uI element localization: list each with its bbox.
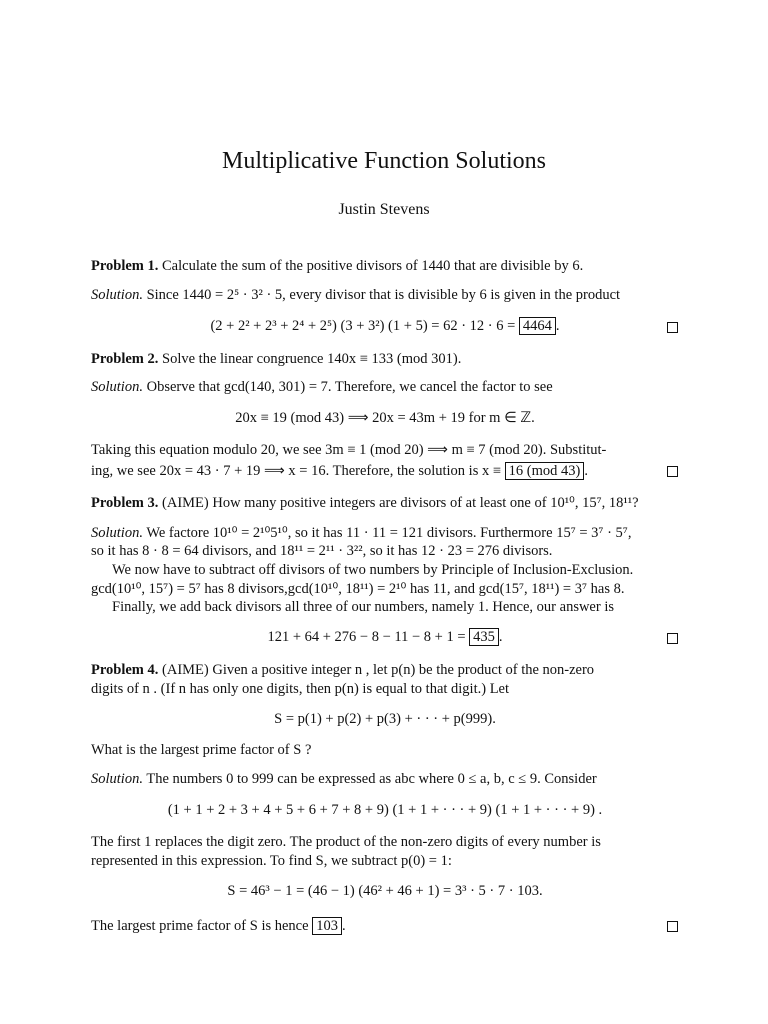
qed-icon [667, 322, 678, 333]
text: The largest prime factor of S is hence [91, 918, 309, 934]
qed-icon [667, 921, 678, 932]
problem-2-line-2: ing, we see 20x = 43 · 7 + 19 ⟹ x = 16. Therefore, the solution is x ≡ 16 (mod 43) . [91, 463, 588, 479]
problem-4-equation-1: S = p(1) + p(2) + p(3) + · · · + p(999). [274, 711, 496, 727]
equation-text: 121 + 64 + 276 − 8 − 11 − 8 + 1 = [267, 629, 466, 645]
answer-box: 16 (mod 43) [505, 462, 585, 480]
solution-label: Solution. [91, 525, 143, 541]
problem-4-equation-3: S = 46³ − 1 = (46 − 1) (46² + 46 + 1) = 3³ · 5 · 7 · 103. [227, 883, 543, 899]
problem-1-label: Problem 1. [91, 258, 159, 274]
problem-1-solution-text: Since 1440 = 2⁵ · 3² · 5, every divisor that is divisible by 6 is given in the product [146, 287, 621, 303]
problem-4-question: What is the largest prime factor of S ? [91, 742, 312, 758]
problem-3-solution-line-3: We now have to subtract off divisors of two numbers by Principle of Inclusion-Exclusion. [112, 562, 634, 578]
problem-4-equation-2: (1 + 1 + 2 + 3 + 4 + 5 + 6 + 7 + 8 + 9) (1 + 1 + · · · + 9) (1 + 1 + · · · + 9) . [167, 802, 603, 818]
problem-2-label: Problem 2. [91, 351, 159, 367]
answer-box: 4464 [519, 317, 556, 335]
problem-3-equation: 121 + 64 + 276 − 8 − 11 − 8 + 1 = 435 . [267, 629, 503, 645]
author-name: Justin Stevens [338, 201, 430, 218]
problem-4-line-1: The first 1 replaces the digit zero. The product of the non-zero digits of every number is [91, 834, 601, 850]
problem-2-equation: 20x ≡ 19 (mod 43) ⟹ 20x = 43m + 19 for m ∈ ℤ. [235, 410, 535, 426]
text: We factore 10¹⁰ = 2¹⁰5¹⁰, so it has 11 · 11 = 121 divisors. Furthermore 15⁷ = 3⁷ · 5⁷, [146, 525, 632, 541]
problem-3-solution-line-2: so it has 8 · 8 = 64 divisors, and 18¹¹ = 2¹¹ · 3²², so it has 12 · 23 = 276 divisors. [91, 543, 553, 559]
problem-2-solution-text: Observe that gcd(140, 301) = 7. Therefore, we cancel the factor to see [146, 379, 553, 395]
document-title: Multiplicative Function Solutions [222, 148, 546, 174]
answer-box: 435 [469, 628, 499, 646]
solution-label: Solution. [91, 287, 143, 303]
problem-2-line-1: Taking this equation modulo 20, we see 3m ≡ 1 (mod 20) ⟹ m ≡ 7 (mod 20). Substitut- [91, 442, 607, 458]
problem-2-solution [91, 378, 679, 396]
problem-3-solution-line-4: gcd(10¹⁰, 15⁷) = 5⁷ has 8 divisors,gcd(10¹⁰, 18¹¹) = 2¹⁰ has 11, and gcd(15⁷, 18¹¹) = 3⁷ has 8. [91, 581, 625, 597]
problem-4-conclusion: The largest prime factor of S is hence 103 . [91, 918, 346, 934]
qed-icon [667, 633, 678, 644]
problem-3-text: (AIME) How many positive integers are divisors of at least one of 10¹⁰, 15⁷, 18¹¹? [162, 495, 639, 511]
problem-3-solution-line-1 [91, 524, 679, 542]
problem-3-solution-line-5: Finally, we add back divisors all three of our numbers, namely 1. Hence, our answer is [112, 599, 614, 615]
solution-label: Solution. [91, 771, 143, 787]
solution-label: Solution. [91, 379, 143, 395]
problem-1-solution [91, 286, 679, 304]
problem-3-label: Problem 3. [91, 495, 159, 511]
problem-2-statement [91, 350, 679, 368]
problem-4-statement [91, 661, 679, 679]
problem-1-text: Calculate the sum of the positive divisors of 1440 that are divisible by 6. [162, 258, 584, 274]
text: ing, we see 20x = 43 · 7 + 19 ⟹ x = 16. Therefore, the solution is x ≡ [91, 463, 502, 479]
answer-box: 103 [312, 917, 342, 935]
problem-1-statement [91, 257, 679, 275]
equation-text: (2 + 2² + 2³ + 2⁴ + 2⁵) (3 + 3²) (1 + 5) = 62 · 12 · 6 = [210, 318, 516, 334]
problem-4-line-2: represented in this expression. To find S, we subtract p(0) = 1: [91, 853, 452, 869]
problem-4-label: Problem 4. [91, 662, 159, 678]
problem-2-text: Solve the linear congruence 140x ≡ 133 (mod 301). [162, 351, 462, 367]
text: The numbers 0 to 999 can be expressed as abc where 0 ≤ a, b, c ≤ 9. Consider [146, 771, 597, 787]
problem-4-text: (AIME) Given a positive integer n , let p(n) be the product of the non-zero [162, 662, 595, 678]
problem-3-statement [91, 494, 679, 512]
problem-1-equation: (2 + 2² + 2³ + 2⁴ + 2⁵) (3 + 3²) (1 + 5) = 62 · 12 · 6 = 4464 . [210, 318, 560, 334]
problem-4-text-2: digits of n . (If n has only one digits, then p(n) is equal to that digit.) Let [91, 681, 510, 697]
problem-4-solution [91, 770, 679, 788]
qed-icon [667, 466, 678, 477]
